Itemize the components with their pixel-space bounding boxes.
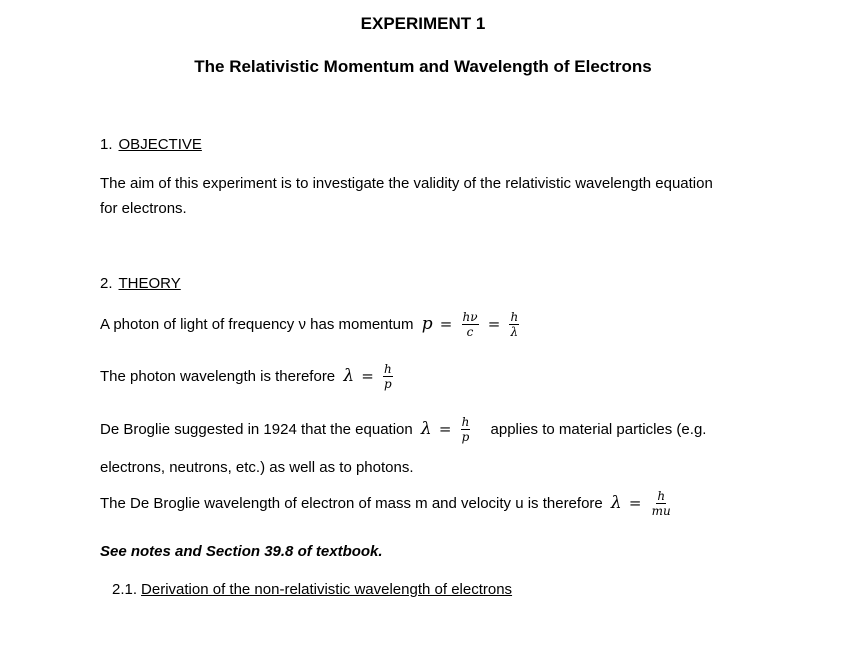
fraction-numerator: h [461,415,470,429]
fraction-h-over-mu [651,490,672,518]
fraction-hv-over-c [462,311,479,339]
fraction-h-over-lambda [509,311,519,339]
debroglie-equation [421,416,472,444]
theory-number: 2. [100,275,113,292]
fraction-denominator: c [466,325,474,339]
photon-wavelength-equation [343,363,394,391]
eq-p-symbol: p [421,313,433,334]
debroglie-text-after: applies to material particles (e.g. [490,420,707,438]
document-title: EXPERIMENT 1 [360,14,486,33]
fraction-h-over-p [383,363,393,391]
theory-heading [100,275,181,292]
electron-wavelength-equation [611,490,674,518]
eq-equals: = [439,314,453,333]
subsection-heading [112,581,512,598]
objective-text-line2: for electrons. [100,200,187,217]
eq-lambda-symbol: λ [610,492,622,513]
photon-wavelength-text: The photon wavelength is therefore [100,367,336,385]
objective-number: 1. [100,136,113,153]
subsection-number: 2.1. [112,581,138,598]
theory-title: THEORY [118,275,181,292]
eq-lambda-symbol: λ [420,418,432,439]
objective-text-line1: The aim of this experiment is to investigate the validity of the relativistic wavelength equation [100,175,713,192]
eq-equals: = [628,493,642,512]
photon-wavelength-line [100,363,395,391]
fraction-numerator: hν [462,310,478,324]
fraction-denominator: p [384,377,392,391]
eq-equals: = [487,314,501,333]
debroglie-line2: electrons, neutrons, etc.) as well as to photons. [100,459,414,476]
fraction-denominator: mu [651,504,671,518]
photon-momentum-line [100,311,521,339]
fraction-numerator: h [657,489,666,503]
eq-equals: = [438,419,452,438]
electron-wavelength-line [100,490,674,518]
document-subtitle: The Relativistic Momentum and Wavelength of Electrons [194,57,652,76]
fraction-denominator: p [461,430,470,444]
fraction-denominator: λ [510,325,519,339]
photon-momentum-text: A photon of light of frequency ν has momentum [100,315,414,333]
objective-heading [100,136,202,153]
fraction-numerator: h [384,362,392,376]
debroglie-line1 [100,416,706,444]
subsection-title: Derivation of the non-relativistic wavelength of electrons [141,581,513,598]
debroglie-text-before: De Broglie suggested in 1924 that the equation [100,420,413,438]
fraction-numerator: h [510,310,519,324]
objective-title: OBJECTIVE [118,136,202,153]
eq-lambda-symbol: λ [343,365,355,386]
eq-equals: = [361,366,374,385]
textbook-note: See notes and Section 39.8 of textbook. [100,543,383,560]
electron-wavelength-text: The De Broglie wavelength of electron of mass m and velocity u is therefore [100,494,603,512]
fraction-h-over-p [461,416,471,444]
photon-momentum-equation [422,311,522,339]
